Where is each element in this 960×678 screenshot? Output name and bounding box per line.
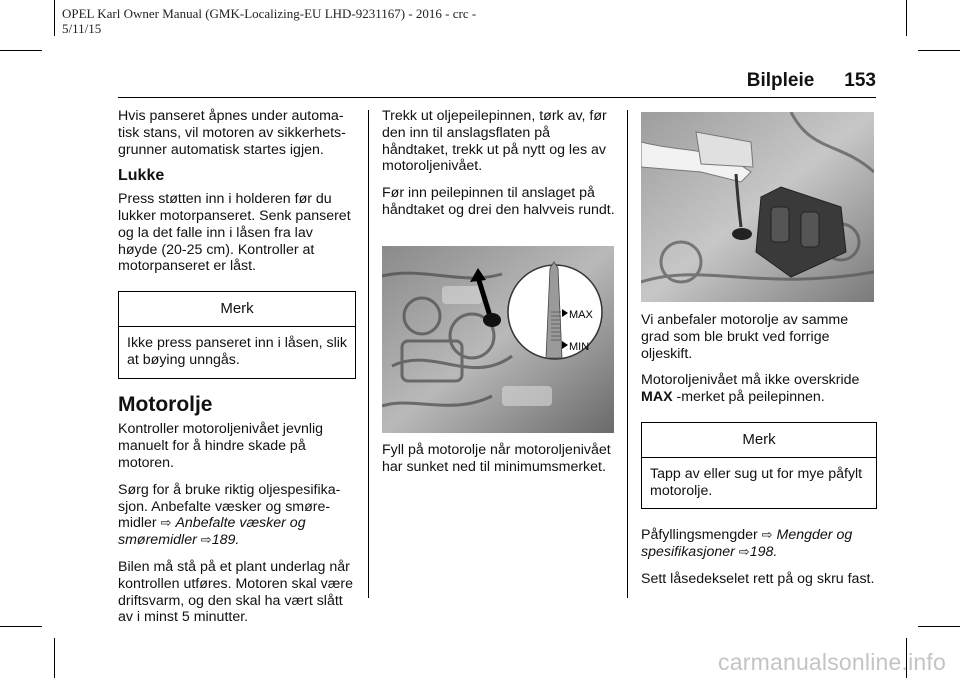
dipstick-illustration (382, 246, 614, 433)
ref-arrow-icon: ⇨ (761, 527, 773, 543)
column-3 (641, 312, 877, 598)
dipstick-figure (382, 246, 614, 433)
cross-reference-page[interactable]: 189. (211, 532, 240, 549)
running-head (747, 70, 876, 92)
paragraph-level-ground: Bilen må stå på et plant underlag når kontrollen utføres. Motoren skal være driftsvarm, og den skal ha vært slått av i minst 5 minutter. (118, 558, 353, 626)
paragraph-oil-grade: Vi anbefaler motorolje av samme grad som ble brukt ved forrige oljeskift. (641, 312, 849, 362)
crop-mark (54, 0, 55, 36)
max-warning-text: Motoroljenivået må ikke overskride (641, 372, 860, 389)
paragraph-oil-spec (118, 482, 356, 549)
paragraph-dipstick-insert: Før inn peilepinnen til anslaget på håndtaket og drei den halvveis rundt. (382, 185, 615, 218)
print-metadata-line1: OPEL Karl Owner Manual (GMK-Localizing-EU LHD-9231167) - 2016 - crc - (62, 6, 477, 21)
note-body: Tapp av eller sug ut for mye påfylt motorolje. (650, 465, 863, 499)
column-1 (118, 108, 356, 636)
paragraph-closing: Press støtten inn i holderen før du lukker motorpanseret. Senk panseret og la det falle inn i låsen fra lav høyde (20-25 cm). Kontroller at motorpanseret er låst. (118, 191, 351, 275)
note-box (118, 291, 356, 378)
paragraph-cap: Sett låsedekselet rett på og skru fast. (641, 570, 875, 587)
crop-mark (0, 626, 42, 627)
ref-arrow-icon: ⇨ (160, 515, 172, 531)
dipstick-min-label: MIN (569, 341, 590, 353)
print-metadata (62, 6, 476, 36)
max-warning-rest: -merket på peilepinnen. (676, 389, 825, 406)
paragraph-auto-stop: Hvis panseret åpnes under automa-tisk stans, vil motoren av sikkerhets-grunner automatisk startes igjen. (118, 108, 346, 158)
crop-mark (906, 0, 907, 36)
column-divider (627, 110, 628, 598)
heading-lukke: Lukke (118, 167, 165, 185)
note-body: Ikke press panseret inn i låsen, slik at bøying unngås. (127, 334, 348, 368)
section-title: Bilpleie (746, 70, 815, 91)
paragraph-fill-quantities (641, 527, 877, 561)
cross-reference-link[interactable]: Anbefalte væsker og smøremidler (118, 515, 306, 549)
page-arrow-icon: ⇨ (200, 532, 212, 548)
note-title: Merk (742, 430, 776, 448)
note-box (641, 422, 877, 509)
max-mark-text: MAX (641, 389, 673, 406)
header-rule (118, 97, 876, 98)
page-number: 153 (844, 70, 876, 91)
heading-motorolje: Motorolje (118, 392, 213, 416)
paragraph-dipstick-pull: Trekk ut oljepeilepinnen, tørk av, før den inn til anslagsflaten på håndtaket, trekk ut på nytt og les av motoroljenivået. (382, 108, 607, 175)
column-divider (368, 110, 369, 598)
crop-mark (0, 50, 42, 51)
dipstick-max-label: MAX (569, 309, 593, 321)
fill-quantities-text: Påfyllingsmengder (641, 527, 758, 544)
page-arrow-icon: ⇨ (738, 544, 750, 560)
cross-reference-page[interactable]: 198. (749, 544, 778, 561)
oil-fill-illustration (641, 112, 874, 302)
oil-fill-figure (641, 112, 874, 302)
paragraph-check-level: Kontroller motoroljenivået jevnlig manuelt for å hindre skade på motoren. (118, 421, 324, 471)
crop-mark (918, 50, 960, 51)
column-2-lower (382, 442, 622, 486)
paragraph-max-warning (641, 372, 877, 406)
print-metadata-line2: 5/11/15 (62, 21, 102, 36)
note-title: Merk (220, 300, 254, 318)
watermark: carmanualsonline.info (718, 649, 946, 675)
paragraph-refill: Fyll på motorolje når motoroljenivået har sunket ned til minimumsmerket. (382, 442, 611, 475)
column-2 (382, 108, 618, 229)
cross-reference-link[interactable]: Mengder og spesifikasjoner (641, 527, 853, 561)
crop-mark (918, 626, 960, 627)
crop-mark (54, 638, 55, 678)
oil-spec-text: Sørg for å bruke riktig oljespesifika-sjon. Anbefalte væsker og smøre-midler (118, 481, 341, 532)
